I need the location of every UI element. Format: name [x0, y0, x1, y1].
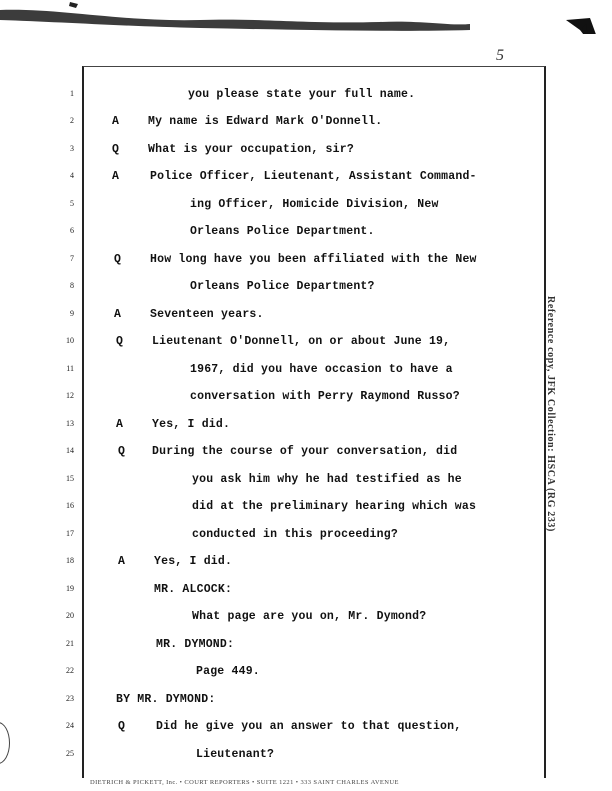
transcript-line: What page are you on, Mr. Dymond? [192, 610, 427, 623]
speaker-label: A [116, 418, 124, 431]
line-number: 5 [70, 199, 74, 208]
archive-stamp: Reference copy, JFK Collection: HSCA (RG 233) [545, 296, 556, 532]
line-number: 8 [70, 281, 74, 290]
transcript-line: Orleans Police Department. [190, 225, 375, 238]
line-number: 7 [70, 254, 74, 263]
transcript-line: 1967, did you have occasion to have a [190, 363, 453, 376]
transcript-line: conducted in this proceeding? [192, 528, 398, 541]
transcript-line: Yes, I did. [152, 418, 231, 431]
transcript-line: What is your occupation, sir? [148, 143, 354, 156]
transcript-line: During the course of your conversation, did [152, 445, 458, 458]
scan-smudge [0, 0, 612, 34]
line-number: 13 [66, 419, 74, 428]
line-number: 4 [70, 171, 74, 180]
line-number: 12 [66, 391, 74, 400]
speaker-label: Q [116, 335, 124, 348]
line-number: 21 [66, 639, 74, 648]
transcript-line: Did he give you an answer to that question, [156, 720, 462, 733]
line-number: 14 [66, 446, 74, 455]
line-number: 20 [66, 611, 74, 620]
line-number: 15 [66, 474, 74, 483]
speaker-label: Q [118, 720, 126, 733]
line-number: 24 [66, 721, 74, 730]
speaker-label: Q [118, 445, 126, 458]
court-reporter-footer: DIETRICH & PICKETT, Inc. • COURT REPORTERS • SUITE 1221 • 333 SAINT CHARLES AVENUE [90, 779, 399, 786]
line-number: 2 [70, 116, 74, 125]
transcript-line: My name is Edward Mark O'Donnell. [148, 115, 383, 128]
transcript-line: you ask him why he had testified as he [192, 473, 462, 486]
line-number: 6 [70, 226, 74, 235]
line-number: 3 [70, 144, 74, 153]
transcript-line: did at the preliminary hearing which was [192, 500, 477, 513]
transcript-line: BY MR. DYMOND: [116, 693, 216, 706]
transcript-line: Orleans Police Department? [190, 280, 375, 293]
line-number: 25 [66, 749, 74, 758]
line-number: 10 [66, 336, 74, 345]
speaker-label: A [112, 115, 120, 128]
transcript-line: Lieutenant O'Donnell, on or about June 19, [152, 335, 451, 348]
transcript-line: Lieutenant? [196, 748, 275, 761]
transcript-line: MR. DYMOND: [156, 638, 235, 651]
line-number: 9 [70, 309, 74, 318]
speaker-label: A [118, 555, 126, 568]
line-number: 22 [66, 666, 74, 675]
speaker-label: A [112, 170, 120, 183]
line-number: 17 [66, 529, 74, 538]
line-number: 19 [66, 584, 74, 593]
line-number: 11 [66, 364, 74, 373]
transcript-line: Page 449. [196, 665, 260, 678]
handwritten-page-mark: 5 [496, 47, 504, 64]
line-number: 16 [66, 501, 74, 510]
transcript-line: How long have you been affiliated with the New [150, 253, 477, 266]
line-number: 18 [66, 556, 74, 565]
line-number-column [0, 0, 80, 791]
transcript-line: Seventeen years. [150, 308, 264, 321]
speaker-label: Q [114, 253, 122, 266]
transcript-line: you please state your full name. [188, 88, 416, 101]
line-number: 1 [70, 89, 74, 98]
speaker-label: A [114, 308, 122, 321]
transcript-line: Police Officer, Lieutenant, Assistant Command- [150, 170, 477, 183]
speaker-label: Q [112, 143, 120, 156]
transcript-line: conversation with Perry Raymond Russo? [190, 390, 460, 403]
transcript-line: ing Officer, Homicide Division, New [190, 198, 439, 211]
transcript-line: MR. ALCOCK: [154, 583, 233, 596]
transcript-line: Yes, I did. [154, 555, 233, 568]
line-number: 23 [66, 694, 74, 703]
